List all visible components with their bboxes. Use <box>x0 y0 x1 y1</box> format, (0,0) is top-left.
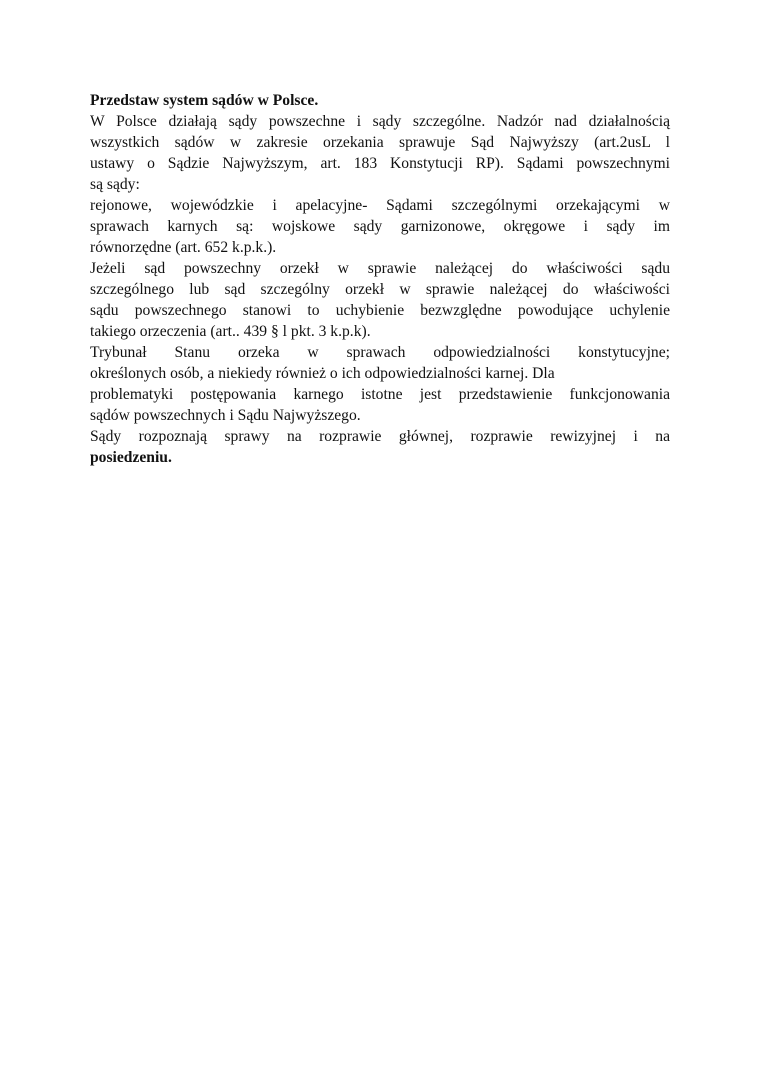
text-line: szczególnego lub sąd szczególny orzekł w sprawie należącej do właściwości <box>90 281 670 298</box>
document-title: Przedstaw system sądów w Polsce. <box>90 92 319 109</box>
text-line: sprawach karnych są: wojskowe sądy garnizonowe, okręgowe i sądy im <box>90 218 670 235</box>
document-body <box>90 90 670 468</box>
text-line: sądów powszechnych i Sądu Najwyższego. <box>90 407 361 424</box>
text-line: rejonowe, wojewódzkie i apelacyjne- Sądami szczególnymi orzekającymi w <box>90 197 670 214</box>
text-line: problematyki postępowania karnego istotne jest przedstawienie funkcjonowania <box>90 386 670 403</box>
text-line: W Polsce działają sądy powszechne i sądy szczególne. Nadzór nad działalnością <box>90 113 670 130</box>
text-line: równorzędne (art. 652 k.p.k.). <box>90 239 277 256</box>
text-line: wszystkich sądów w zakresie orzekania sprawuje Sąd Najwyższy (art.2usL l <box>90 134 670 151</box>
text-line: Sądy rozpoznają sprawy na rozprawie głównej, rozprawie rewizyjnej i na <box>90 428 670 445</box>
text-line: posiedzeniu. <box>90 449 172 466</box>
text-line: sądu powszechnego stanowi to uchybienie bezwzględne powodujące uchylenie <box>90 302 670 319</box>
text-line: takiego orzeczenia (art.. 439 § l pkt. 3 k.p.k). <box>90 323 371 340</box>
text-line: Jeżeli sąd powszechny orzekł w sprawie należącej do właściwości sądu <box>90 260 670 277</box>
text-line: określonych osób, a niekiedy również o ich odpowiedzialności karnej. Dla <box>90 365 555 382</box>
text-line: są sądy: <box>90 176 140 193</box>
text-line: ustawy o Sądzie Najwyższym, art. 183 Konstytucji RP). Sądami powszechnymi <box>90 155 670 172</box>
text-line: Trybunał Stanu orzeka w sprawach odpowiedzialności konstytucyjne; <box>90 344 670 361</box>
